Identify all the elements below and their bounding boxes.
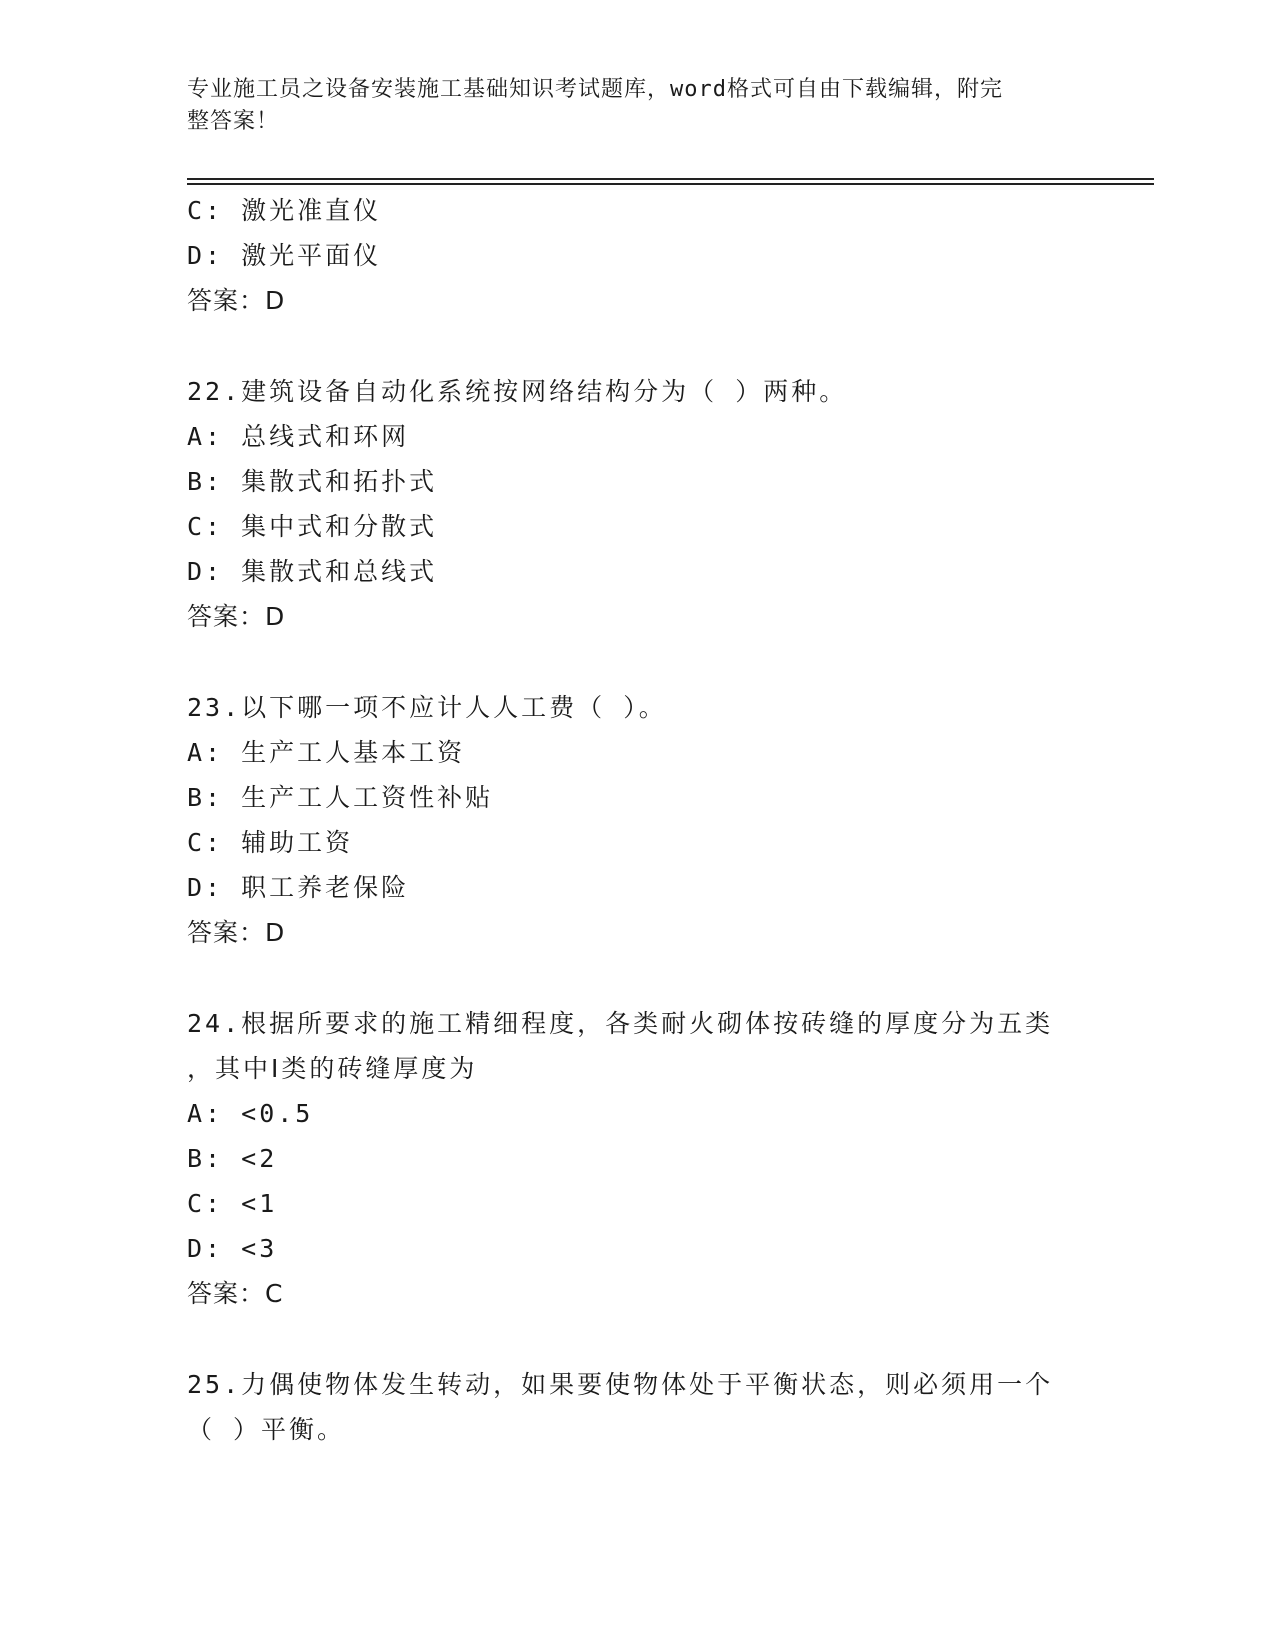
question-stem-line: 22.建筑设备自动化系统按网络结构分为（ ）两种。 [187, 377, 848, 406]
option-c: C: <1 [187, 1189, 278, 1218]
header-line-2: 整答案！ [187, 109, 280, 134]
option-b: B: 生产工人工资性补贴 [187, 783, 494, 812]
answer-line: 答案：D [187, 602, 286, 631]
question-block [187, 1001, 1087, 1316]
option-a: A: 总线式和环网 [187, 422, 410, 451]
header-line-1: 专业施工员之设备安装施工基础知识考试题库，word格式可自由下载编辑，附完 [187, 77, 1003, 102]
question-stem-line: ，其中Ⅰ类的砖缝厚度为 [187, 1054, 478, 1083]
header-divider-top [187, 178, 1154, 180]
question-stem-line: （ ）平衡。 [187, 1415, 346, 1444]
option-d: D: 职工养老保险 [187, 873, 410, 902]
option-a: A: <0.5 [187, 1099, 314, 1128]
question-stem [187, 685, 1087, 730]
option-c: C: 集中式和分散式 [187, 512, 438, 541]
question-stem [187, 1362, 1087, 1452]
option-d: D: <3 [187, 1234, 278, 1263]
option-a: A: 生产工人基本工资 [187, 738, 466, 767]
question-block [187, 685, 1087, 955]
question-stem [187, 1001, 1087, 1091]
question-stem-line: 24.根据所要求的施工精细程度，各类耐火砌体按砖缝的厚度分为五类 [187, 1009, 1054, 1038]
question-block [187, 369, 1087, 639]
option-b: B: <2 [187, 1144, 278, 1173]
question-stem [187, 369, 1087, 414]
option-d: D: 集散式和总线式 [187, 557, 438, 586]
answer-line: 答案：D [187, 918, 286, 947]
question-stem-line: 25.力偶使物体发生转动，如果要使物体处于平衡状态，则必须用一个 [187, 1370, 1054, 1399]
header-divider-bottom [187, 183, 1154, 185]
option-d: D: 激光平面仪 [187, 241, 382, 270]
answer-line: 答案：C [187, 1279, 284, 1308]
document-header [187, 74, 1067, 138]
question-block-partial [187, 188, 1087, 323]
option-c: C: 辅助工资 [187, 828, 354, 857]
option-b: B: 集散式和拓扑式 [187, 467, 438, 496]
question-block [187, 1362, 1087, 1452]
question-list [187, 188, 1087, 1452]
answer-line: 答案：D [187, 286, 286, 315]
question-stem-line: 23.以下哪一项不应计人人工费（ ）。 [187, 693, 667, 722]
option-c: C: 激光准直仪 [187, 196, 382, 225]
